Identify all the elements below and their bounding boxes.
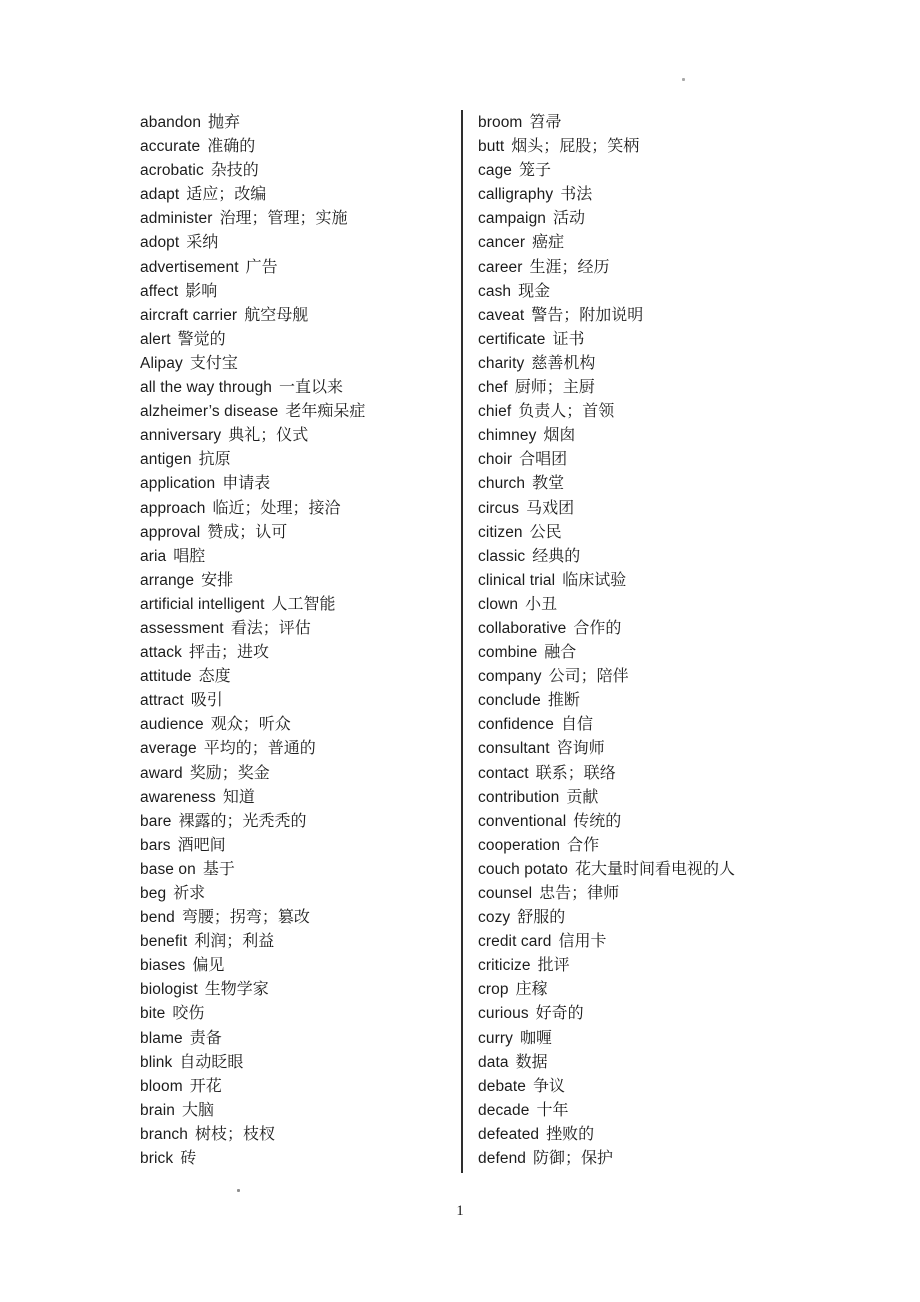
vocab-entry — [140, 689, 455, 713]
english-word: assessment — [140, 619, 224, 637]
vocab-entry — [478, 1027, 838, 1051]
vocab-entry — [478, 352, 838, 376]
vocab-entry — [478, 593, 838, 617]
english-word: aria — [140, 547, 167, 565]
vocab-entry — [140, 1002, 455, 1026]
vocab-entry — [478, 786, 838, 810]
vocab-entry — [140, 810, 455, 834]
chinese-meaning: 咨询师 — [556, 740, 605, 758]
vocab-entry — [478, 858, 838, 882]
chinese-meaning: 联系；联络 — [535, 764, 616, 782]
chinese-meaning: 适应；改编 — [186, 186, 267, 204]
english-word: caveat — [478, 306, 525, 324]
chinese-meaning: 花大量时间看电视的人 — [574, 860, 735, 878]
vocab-entry — [140, 207, 455, 231]
chinese-meaning: 厨师；主厨 — [514, 379, 595, 397]
column-divider — [461, 110, 463, 1173]
english-word: adapt — [140, 186, 180, 204]
english-word: classic — [478, 547, 526, 565]
chinese-meaning: 争议 — [533, 1077, 566, 1095]
vocab-entry — [478, 183, 838, 207]
english-word: combine — [478, 644, 538, 662]
vocab-entry — [140, 545, 455, 569]
english-word: acrobatic — [140, 162, 204, 180]
vocab-entry — [140, 593, 455, 617]
english-word: citizen — [478, 523, 523, 541]
chinese-meaning: 抗原 — [198, 451, 231, 469]
chinese-meaning: 公司；陪伴 — [548, 668, 629, 686]
vocab-entry — [478, 641, 838, 665]
vocab-entry — [140, 641, 455, 665]
chinese-meaning: 奖励；奖金 — [189, 764, 270, 782]
english-word: confidence — [478, 716, 554, 734]
english-word: brain — [140, 1101, 175, 1119]
chinese-meaning: 合作 — [567, 836, 600, 854]
chinese-meaning: 态度 — [198, 668, 231, 686]
chinese-meaning: 赞成；认可 — [207, 523, 288, 541]
english-word: credit card — [478, 933, 552, 951]
english-word: brick — [140, 1150, 174, 1168]
english-word: bloom — [140, 1077, 183, 1095]
english-word: clinical trial — [478, 571, 556, 589]
english-word: calligraphy — [478, 186, 554, 204]
vocab-column-left — [140, 111, 455, 1171]
chinese-meaning: 现金 — [518, 282, 551, 300]
chinese-meaning: 树枝；枝杈 — [195, 1125, 276, 1143]
english-word: choir — [478, 451, 513, 469]
chinese-meaning: 信用卡 — [558, 933, 607, 951]
english-word: audience — [140, 716, 204, 734]
vocab-entry — [478, 1099, 838, 1123]
chinese-meaning: 一直以来 — [279, 379, 344, 397]
chinese-meaning: 典礼；仪式 — [228, 427, 309, 445]
english-word: cozy — [478, 909, 511, 927]
vocab-entry — [140, 1027, 455, 1051]
chinese-meaning: 防御；保护 — [533, 1150, 614, 1168]
english-word: aircraft carrier — [140, 306, 238, 324]
english-word: administer — [140, 210, 213, 228]
english-word: awareness — [140, 788, 216, 806]
chinese-meaning: 十年 — [536, 1101, 569, 1119]
chinese-meaning: 广告 — [245, 258, 278, 276]
vocab-entry — [478, 954, 838, 978]
chinese-meaning: 马戏团 — [526, 499, 575, 517]
chinese-meaning: 砖 — [180, 1150, 197, 1168]
english-word: cage — [478, 162, 513, 180]
english-word: blame — [140, 1029, 183, 1047]
chinese-meaning: 知道 — [222, 788, 255, 806]
vocab-entry — [140, 1123, 455, 1147]
english-word: charity — [478, 354, 525, 372]
english-word: base on — [140, 860, 196, 878]
english-word: average — [140, 740, 197, 758]
vocab-entry — [140, 256, 455, 280]
vocab-entry — [140, 762, 455, 786]
vocab-entry — [140, 231, 455, 255]
english-word: crop — [478, 981, 509, 999]
vocab-entry — [140, 978, 455, 1002]
english-word: circus — [478, 499, 520, 517]
chinese-meaning: 书法 — [560, 186, 593, 204]
english-word: branch — [140, 1125, 188, 1143]
vocab-entry — [478, 448, 838, 472]
english-word: cash — [478, 282, 512, 300]
english-word: butt — [478, 138, 505, 156]
english-word: company — [478, 668, 542, 686]
vocab-entry — [140, 1075, 455, 1099]
vocab-entry — [478, 713, 838, 737]
english-word: defeated — [478, 1125, 540, 1143]
vocab-entry — [140, 111, 455, 135]
vocab-entry — [478, 906, 838, 930]
english-word: curious — [478, 1005, 529, 1023]
english-word: data — [478, 1053, 509, 1071]
vocab-entry — [140, 400, 455, 424]
scan-artifact-dot-top — [682, 78, 685, 81]
vocab-entry — [478, 231, 838, 255]
english-word: attack — [140, 644, 182, 662]
english-word: biologist — [140, 981, 198, 999]
vocab-entry — [478, 545, 838, 569]
vocab-entry — [478, 400, 838, 424]
vocab-entry — [478, 810, 838, 834]
english-word: accurate — [140, 138, 201, 156]
vocab-entry — [478, 376, 838, 400]
chinese-meaning: 笤帚 — [529, 114, 562, 131]
chinese-meaning: 批评 — [537, 957, 570, 975]
chinese-meaning: 传统的 — [573, 812, 622, 830]
vocab-entry — [478, 1123, 838, 1147]
english-word: campaign — [478, 210, 547, 228]
english-word: attitude — [140, 668, 192, 686]
vocab-entry — [140, 448, 455, 472]
vocab-entry — [140, 328, 455, 352]
english-word: defend — [478, 1150, 527, 1168]
chinese-meaning: 推断 — [547, 692, 580, 710]
english-word: conclude — [478, 692, 541, 710]
chinese-meaning: 裸露的；光秃秃的 — [178, 812, 307, 830]
vocab-entry — [478, 256, 838, 280]
vocab-entry — [140, 617, 455, 641]
chinese-meaning: 杂技的 — [210, 162, 259, 180]
vocab-entry — [140, 1147, 455, 1171]
vocab-entry — [478, 159, 838, 183]
chinese-meaning: 咬伤 — [172, 1005, 205, 1023]
chinese-meaning: 生物学家 — [204, 981, 269, 999]
english-word: alzheimer’s disease — [140, 403, 279, 421]
chinese-meaning: 弯腰；拐弯；篡改 — [181, 909, 310, 927]
vocab-entry — [140, 521, 455, 545]
vocab-entry — [140, 304, 455, 328]
english-word: certificate — [478, 330, 546, 348]
english-word: career — [478, 258, 523, 276]
chinese-meaning: 公民 — [529, 523, 562, 541]
chinese-meaning: 咖喱 — [519, 1029, 552, 1047]
chinese-meaning: 合唱团 — [519, 451, 568, 469]
vocab-entry — [478, 930, 838, 954]
chinese-meaning: 老年痴呆症 — [285, 403, 366, 421]
chinese-meaning: 庄稼 — [515, 981, 548, 999]
chinese-meaning: 安排 — [201, 571, 234, 589]
english-word: chief — [478, 403, 512, 421]
english-word: alert — [140, 330, 171, 348]
english-word: couch potato — [478, 860, 568, 878]
english-word: bare — [140, 812, 172, 830]
english-word: decade — [478, 1101, 530, 1119]
chinese-meaning: 抨击；进攻 — [188, 644, 269, 662]
chinese-meaning: 唱腔 — [173, 547, 206, 565]
vocab-entry — [140, 280, 455, 304]
english-word: counsel — [478, 885, 533, 902]
english-word: cancer — [478, 234, 526, 252]
english-word: clown — [478, 595, 519, 613]
chinese-meaning: 舒服的 — [517, 909, 566, 927]
chinese-meaning: 人工智能 — [271, 595, 336, 613]
chinese-meaning: 影响 — [185, 282, 218, 300]
vocab-column-right — [478, 111, 838, 1171]
english-word: collaborative — [478, 619, 567, 637]
vocab-entry — [478, 978, 838, 1002]
vocab-entry — [140, 135, 455, 159]
english-word: blink — [140, 1053, 173, 1071]
vocab-entry — [140, 737, 455, 761]
chinese-meaning: 负责人；首领 — [518, 403, 615, 421]
vocab-entry — [478, 207, 838, 231]
english-word: adopt — [140, 234, 180, 252]
english-word: all the way through — [140, 379, 273, 397]
vocab-entry — [140, 954, 455, 978]
chinese-meaning: 自信 — [560, 716, 593, 734]
vocab-entry — [140, 882, 455, 906]
chinese-meaning: 观众；听众 — [210, 716, 291, 734]
vocab-entry — [140, 159, 455, 183]
english-word: application — [140, 475, 216, 493]
chinese-meaning: 教堂 — [532, 475, 565, 493]
english-word: conventional — [478, 812, 567, 830]
english-word: antigen — [140, 451, 192, 469]
chinese-meaning: 挫败的 — [546, 1125, 595, 1143]
vocab-entry — [478, 497, 838, 521]
chinese-meaning: 合作的 — [573, 619, 622, 637]
vocab-entry — [140, 665, 455, 689]
chinese-meaning: 吸引 — [190, 692, 223, 710]
vocab-entry — [478, 424, 838, 448]
chinese-meaning: 活动 — [553, 210, 586, 228]
chinese-meaning: 采纳 — [186, 234, 219, 252]
vocab-entry — [140, 183, 455, 207]
vocab-entry — [478, 617, 838, 641]
chinese-meaning: 利润；利益 — [194, 933, 275, 951]
vocab-entry — [478, 472, 838, 496]
chinese-meaning: 慈善机构 — [531, 354, 596, 372]
vocab-entry — [140, 424, 455, 448]
vocab-entry — [478, 665, 838, 689]
chinese-meaning: 融合 — [544, 644, 577, 662]
english-word: abandon — [140, 114, 202, 131]
chinese-meaning: 数据 — [515, 1053, 548, 1071]
english-word: Alipay — [140, 354, 183, 372]
english-word: biases — [140, 957, 186, 975]
english-word: affect — [140, 282, 179, 300]
vocab-entry — [140, 1051, 455, 1075]
chinese-meaning: 看法；评估 — [230, 619, 311, 637]
english-word: chef — [478, 379, 508, 397]
vocab-entry — [140, 1099, 455, 1123]
chinese-meaning: 基于 — [202, 860, 235, 878]
vocab-entry — [478, 521, 838, 545]
vocab-entry — [478, 1051, 838, 1075]
chinese-meaning: 申请表 — [222, 475, 271, 493]
english-word: contribution — [478, 788, 560, 806]
english-word: debate — [478, 1077, 527, 1095]
chinese-meaning: 警告；附加说明 — [531, 306, 644, 324]
vocab-entry — [140, 786, 455, 810]
vocab-entry — [478, 737, 838, 761]
vocab-entry — [140, 713, 455, 737]
vocab-entry — [478, 1002, 838, 1026]
vocab-entry — [140, 858, 455, 882]
english-word: cooperation — [478, 836, 561, 854]
vocab-entry — [140, 834, 455, 858]
vocab-entry — [140, 352, 455, 376]
vocab-entry — [140, 376, 455, 400]
english-word: bend — [140, 909, 175, 927]
chinese-meaning: 忠告；律师 — [539, 885, 620, 902]
english-word: advertisement — [140, 258, 239, 276]
english-word: church — [478, 475, 526, 493]
english-word: beg — [140, 885, 167, 902]
english-word: award — [140, 764, 183, 782]
english-word: benefit — [140, 933, 188, 951]
chinese-meaning: 贡献 — [566, 788, 599, 806]
chinese-meaning: 证书 — [552, 330, 585, 348]
chinese-meaning: 经典的 — [532, 547, 581, 565]
chinese-meaning: 癌症 — [532, 234, 565, 252]
chinese-meaning: 支付宝 — [189, 354, 238, 372]
vocab-entry — [478, 689, 838, 713]
chinese-meaning: 抛弃 — [208, 114, 241, 131]
chinese-meaning: 开花 — [189, 1077, 222, 1095]
english-word: bite — [140, 1005, 166, 1023]
vocab-entry — [478, 135, 838, 159]
english-word: consultant — [478, 740, 550, 758]
vocab-entry — [478, 304, 838, 328]
vocab-entry — [478, 280, 838, 304]
vocab-entry — [478, 569, 838, 593]
chinese-meaning: 酒吧间 — [177, 836, 226, 854]
chinese-meaning: 祈求 — [173, 885, 206, 902]
english-word: arrange — [140, 571, 195, 589]
chinese-meaning: 偏见 — [192, 957, 225, 975]
english-word: bars — [140, 836, 171, 854]
vocab-entry — [140, 906, 455, 930]
vocab-entry — [478, 882, 838, 906]
chinese-meaning: 治理；管理；实施 — [219, 210, 348, 228]
english-word: artificial intelligent — [140, 595, 265, 613]
chinese-meaning: 笼子 — [519, 162, 552, 180]
vocab-entry — [478, 1075, 838, 1099]
chinese-meaning: 烟囱 — [543, 427, 576, 445]
english-word: curry — [478, 1029, 513, 1047]
chinese-meaning: 准确的 — [207, 138, 256, 156]
english-word: approach — [140, 499, 206, 517]
english-word: contact — [478, 764, 529, 782]
english-word: approval — [140, 523, 201, 541]
chinese-meaning: 生涯；经历 — [529, 258, 610, 276]
chinese-meaning: 大脑 — [181, 1101, 214, 1119]
english-word: anniversary — [140, 427, 222, 445]
vocab-entry — [140, 497, 455, 521]
english-word: broom — [478, 114, 523, 131]
chinese-meaning: 临近；处理；接洽 — [212, 499, 341, 517]
vocab-entry — [140, 930, 455, 954]
english-word: attract — [140, 692, 184, 710]
chinese-meaning: 自动眨眼 — [179, 1053, 244, 1071]
vocab-entry — [478, 762, 838, 786]
page-number: 1 — [456, 1203, 464, 1219]
chinese-meaning: 平均的；普通的 — [203, 740, 316, 758]
vocab-entry — [478, 111, 838, 135]
chinese-meaning: 好奇的 — [535, 1005, 584, 1023]
vocab-entry — [478, 328, 838, 352]
chinese-meaning: 航空母舰 — [244, 306, 309, 324]
chinese-meaning: 警觉的 — [177, 330, 226, 348]
chinese-meaning: 烟头；屁股；笑柄 — [511, 138, 640, 156]
vocab-entry — [140, 569, 455, 593]
vocab-entry — [478, 1147, 838, 1171]
vocab-entry — [478, 834, 838, 858]
english-word: criticize — [478, 957, 531, 975]
chinese-meaning: 责备 — [189, 1029, 222, 1047]
chinese-meaning: 小丑 — [525, 595, 558, 613]
scan-artifact-dot-bottom — [237, 1189, 240, 1192]
english-word: chimney — [478, 427, 537, 445]
vocab-entry — [140, 472, 455, 496]
chinese-meaning: 临床试验 — [562, 571, 627, 589]
